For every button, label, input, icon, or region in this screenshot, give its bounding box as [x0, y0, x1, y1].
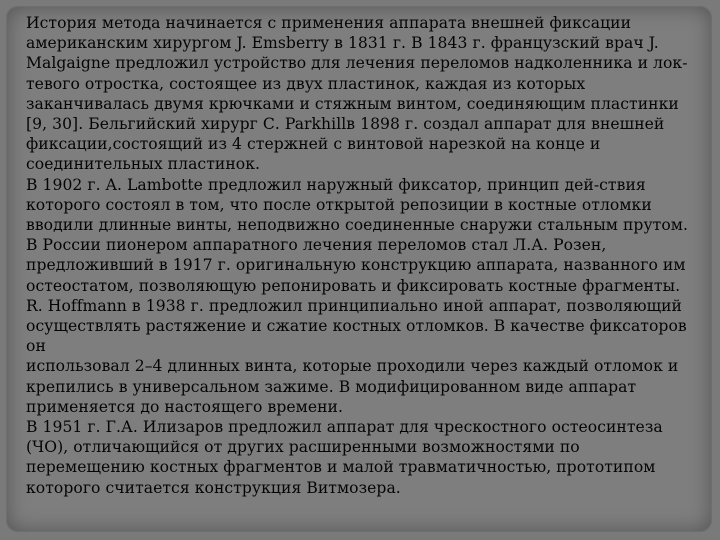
paragraph-ilizarov — [26, 417, 708, 498]
paragraph-hoffmann — [26, 296, 708, 357]
text-line: вводили длинные винты, неподвижно соединенные снаружи стальным прутом. — [26, 216, 688, 235]
text-line: В 1902 г. A. Lambotte предложил наружный фиксатор, принцип дей-ствия — [26, 175, 646, 194]
text-line: осуществлять растяжение и сжатие костных отломков. В качестве фиксаторов — [26, 317, 687, 336]
text-line: предложивший в 1917 г. оригинальную конструкцию аппарата, названного им — [26, 256, 686, 275]
text-line: История метода начинается с применения аппарата внешней фиксации — [26, 14, 632, 32]
text-line: Malgaigne предложил устройство для лечения переломов надколенника и лок- — [26, 54, 688, 73]
text-line: американским хирургом J. Emsberry в 1831 г. В 1843 г. французский врач J. — [26, 34, 659, 53]
text-line: (ЧО), отличающийся от других расширенными возможностями по — [26, 438, 580, 457]
text-line: В России пионером аппаратного лечения переломов стал Л.А. Розен, — [26, 236, 607, 255]
text-line: заканчивалась двумя крючками и стяжным винтом, соединяющим пластинки — [26, 94, 679, 113]
text-line: крепились в универсальном зажиме. В модифицированном виде аппарат — [26, 377, 637, 396]
text-line: В 1951 г. Г.А. Илизаров предложил аппарат для чрескостного остеосинтеза — [26, 418, 663, 437]
paragraph-history-intro — [26, 13, 708, 175]
paragraph-hoffmann-continued — [26, 356, 708, 417]
text-line: фиксации,состоящий из 4 стержней с винтовой нарезкой на конце и — [26, 135, 601, 154]
text-line: он — [26, 337, 46, 356]
text-line: [9, 30]. Бельгийский хирург С. Parkhillв 1898 г. создал аппарат для внешней — [26, 115, 665, 134]
paragraph-rozen — [26, 235, 708, 296]
text-line: соединительных пластинок. — [26, 155, 261, 174]
paragraph-lambotte — [26, 175, 708, 236]
text-line: остеостатом, позволяющую репонировать и фиксировать костные фрагменты. — [26, 276, 681, 295]
text-line: R. Hoffmann в 1938 г. предложил принципиально иной аппарат, позволяющий — [26, 296, 683, 315]
body-text — [26, 13, 708, 498]
text-line: использовал 2–4 длинных винта, которые проходили через каждый отломок и — [26, 357, 679, 376]
text-line: которого состоял в том, что после открытой репозиции в костные отломки — [26, 195, 652, 214]
text-line: перемещению костных фрагментов и малой травматичностью, прототипом — [26, 458, 656, 477]
text-line: применяется до настоящего времени. — [26, 397, 343, 416]
text-line: тевого отростка, состоящее из двух пластинок, каждая из которых — [26, 74, 586, 93]
text-line: которого считается конструкция Витмозера. — [26, 478, 401, 497]
